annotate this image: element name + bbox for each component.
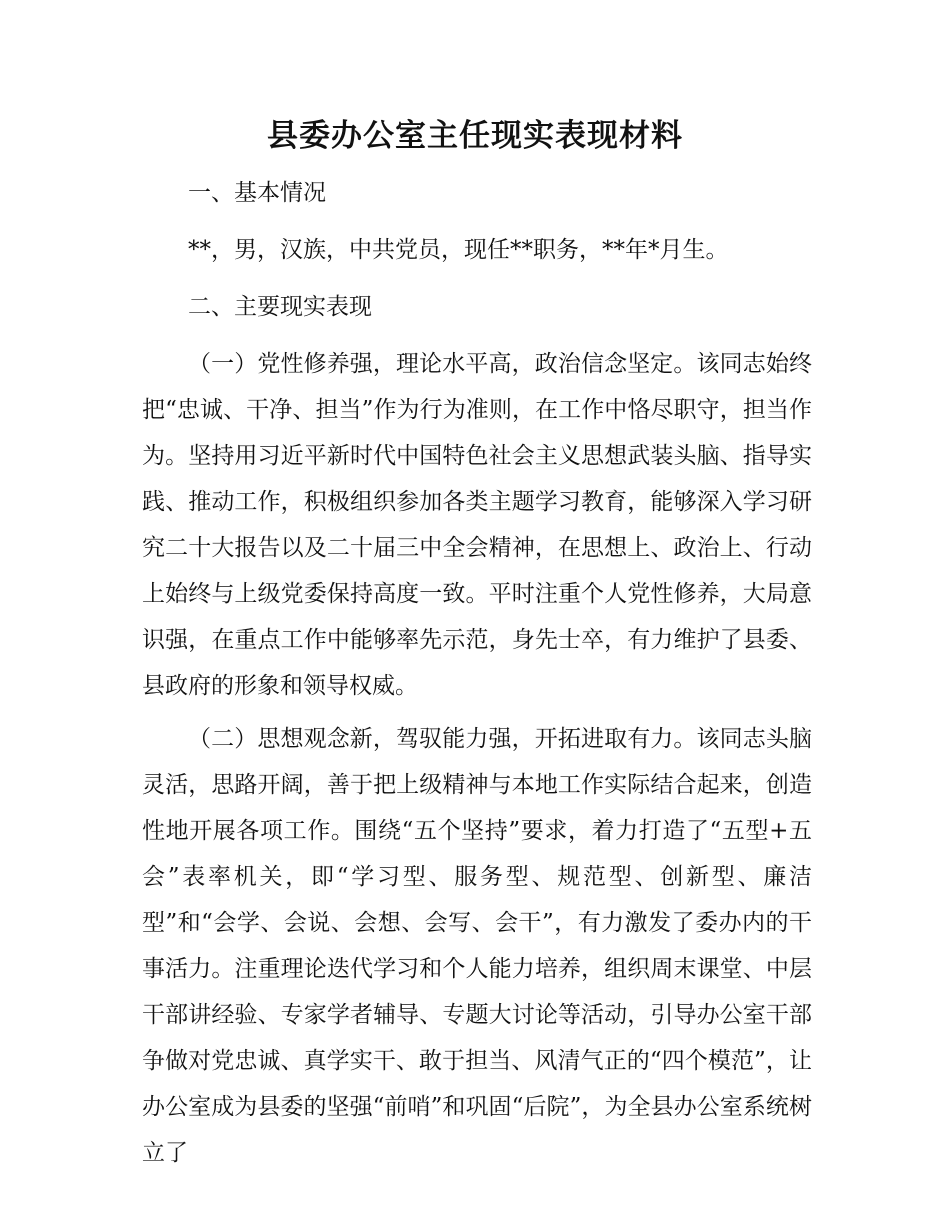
- paragraph-innovation: （二）思想观念新，驾驭能力强，开拓进取有力。该同志头脑灵活，思路开阔，善于把上级精神与本地工作实际结合起来，创造性地开展各项工作。围绕“五个坚持”要求，着力打造了“五型+五会”表率机关，即“学习型、服务型、规范型、创新型、廉洁型”和“会学、会说、会想、会写、会干”，有力激发了委办内的干事活力。注重理论迭代学习和个人能力培养，组织周末课堂、中层干部讲经验、专家学者辅导、专题大讨论等活动，引导办公室干部争做对党忠诚、真学实干、敢于担当、风清气正的“四个模范”，让办公室成为县委的坚强“前哨”和巩固“后院”，为全县办公室系统树立了: [142, 726, 812, 1166]
- basic-info-line: **，男，汉族，中共党员，现任**职务，**年*月生。: [188, 237, 729, 263]
- section-heading-performance: 二、主要现实表现: [188, 294, 372, 320]
- section-heading-basic-info: 一、基本情况: [188, 180, 326, 206]
- paragraph-party-spirit: （一）党性修养强，理论水平高，政治信念坚定。该同志始终把“忠诚、干净、担当”作为行为准则，在工作中恪尽职守，担当作为。坚持用习近平新时代中国特色社会主义思想武装头脑、指导实践、推动工作，积极组织参加各类主题学习教育，能够深入学习研究二十大报告以及二十届三中全会精神，在思想上、政治上、行动上始终与上级党委保持高度一致。平时注重个人党性修养，大局意识强，在重点工作中能够率先示范，身先士卒，有力维护了县委、县政府的形象和领导权威。: [142, 351, 812, 699]
- document-body: [142, 170, 812, 1183]
- document-title: 县委办公室主任现实表现材料: [267, 118, 683, 154]
